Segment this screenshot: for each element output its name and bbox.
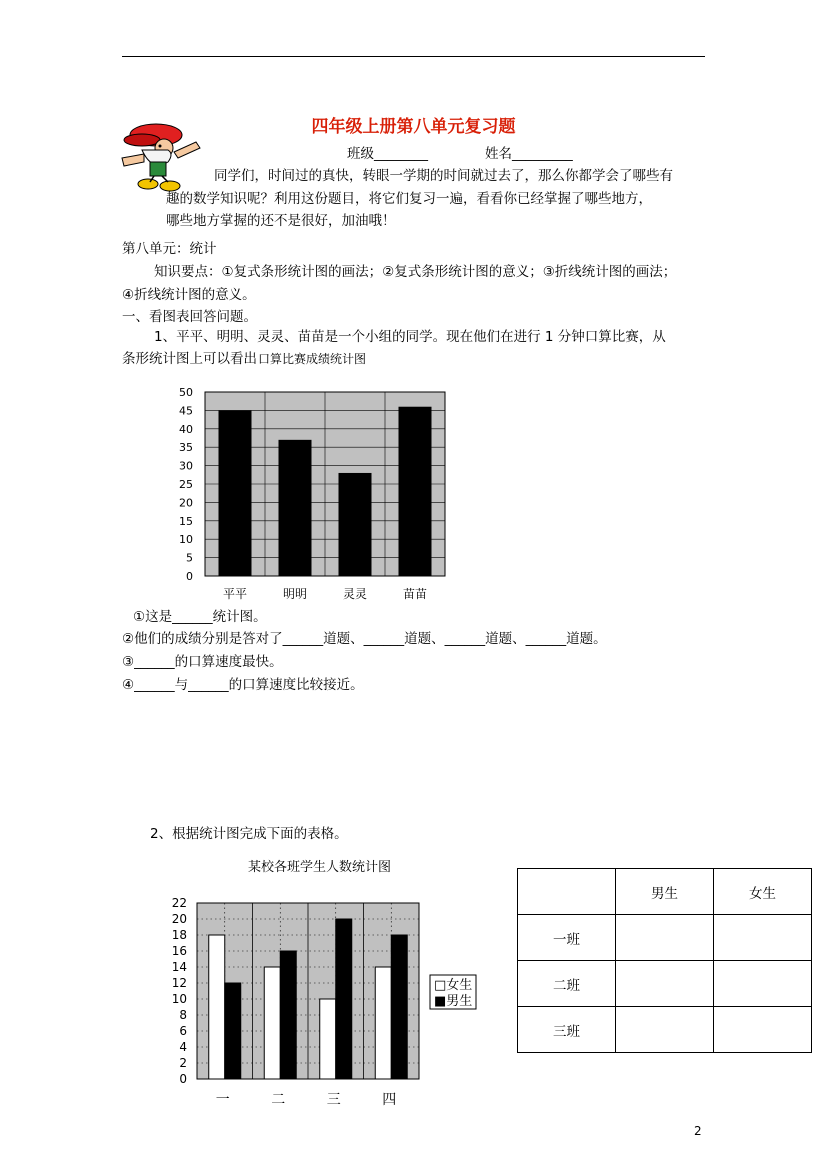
question-2-text: 2、根据统计图完成下面的表格。 [150,826,348,842]
y-tick-label: 2 [179,1056,187,1070]
y-tick-label: 0 [179,1072,187,1086]
y-tick-label: 14 [171,960,187,974]
y-tick-label: 15 [179,514,193,528]
table-header-cell: 女生 [714,869,812,915]
intro-line-1: 同学们，时间过的真快，转眼一学期的时间就过去了，那么你都学会了哪些有 [214,168,673,184]
table-header-cell [518,869,616,915]
class-label: 班级________ [347,146,428,162]
legend-entry: ■男生 [434,994,473,1009]
table-cell: 三班 [518,1007,616,1053]
y-tick-label: 18 [171,928,187,942]
bar-3 [339,473,372,576]
bar-female-2 [264,967,280,1079]
intro-line-2: 趣的数学知识呢？利用这份题目，将它们复习一遍，看看你已经掌握了哪些地方， [166,191,652,207]
table-row [518,1007,812,1053]
bar-female-3 [320,999,336,1079]
table-cell[interactable] [714,961,812,1007]
x-tick-label: 一 [215,1092,230,1108]
y-tick-label: 40 [179,422,193,436]
section-heading: 一、看图表回答问题。 [122,309,257,325]
x-tick-label: 二 [271,1092,286,1108]
bar-female-4 [375,967,391,1079]
knowledge-points-line-2: ④折线统计图的意义。 [122,287,256,303]
y-tick-label: 12 [171,976,187,990]
bar-female-1 [209,935,225,1079]
table-row [518,915,812,961]
bar-male-2 [280,951,296,1079]
table-cell[interactable] [616,1007,714,1053]
class-students-bar-chart [150,888,490,1108]
y-tick-label: 20 [179,496,193,510]
y-tick-label: 10 [171,992,187,1006]
table-cell[interactable] [714,1007,812,1053]
table-cell: 一班 [518,915,616,961]
sub-question-4: ④______与______的口算速度比较接近。 [122,677,364,693]
y-tick-label: 50 [179,386,193,399]
question-1-text-2: 条形统计图上可以看出 [122,351,257,367]
y-tick-label: 35 [179,441,193,455]
score-bar-chart [160,380,460,610]
legend-entry: □女生 [434,978,473,993]
y-tick-label: 5 [186,551,193,565]
y-tick-label: 6 [179,1024,187,1038]
y-tick-label: 22 [171,896,187,910]
y-tick-label: 16 [171,944,187,958]
x-tick-label: 四 [382,1092,397,1108]
chart-1-title: 口算比赛成绩统计图 [258,352,367,366]
y-tick-label: 8 [179,1008,187,1022]
sub-question-2: ②他们的成绩分别是答对了______道题、______道题、______道题、______道题。 [122,631,607,647]
table-header-cell: 男生 [616,869,714,915]
bar-4 [399,407,432,576]
x-tick-label: 三 [326,1092,341,1108]
y-tick-label: 20 [171,912,187,926]
x-tick-label: 平平 [222,587,248,601]
y-tick-label: 30 [179,459,193,473]
table-cell[interactable] [616,915,714,961]
unit-heading: 第八单元：统计 [122,241,217,257]
bar-1 [219,410,252,576]
sub-question-3: ③______的口算速度最快。 [122,654,283,670]
y-tick-label: 10 [179,533,193,547]
bar-male-1 [225,983,241,1079]
table-header-row [518,869,812,915]
page-number: 2 [694,1124,702,1138]
table-cell[interactable] [714,915,812,961]
bar-male-4 [391,935,407,1079]
page-title: 四年级上册第八单元复习题 [311,117,516,137]
table-row [518,961,812,1007]
table-cell: 二班 [518,961,616,1007]
table-cell[interactable] [616,961,714,1007]
name-label: 姓名_________ [485,146,573,162]
header-rule [122,56,705,57]
y-tick-label: 45 [179,404,193,418]
chart-2-title: 某校各班学生人数统计图 [248,860,392,875]
answer-table [517,868,812,1053]
x-tick-label: 苗苗 [402,587,428,601]
intro-line-3: 哪些地方掌握的还不是很好，加油哦！ [166,213,396,229]
bar-male-3 [336,919,352,1079]
knowledge-points-line-1: 知识要点：①复式条形统计图的画法；②复式条形统计图的意义；③折线统计图的画法； [154,264,677,280]
y-tick-label: 25 [179,478,193,491]
sub-question-1: ①这是______统计图。 [133,609,267,625]
y-tick-label: 4 [179,1040,187,1054]
bar-2 [279,440,312,576]
x-tick-label: 灵灵 [342,587,368,601]
question-1-text-1: 1、平平、明明、灵灵、苗苗是一个小组的同学。现在他们在进行 1 分钟口算比赛，从 [154,329,666,345]
x-tick-label: 明明 [282,587,308,601]
y-tick-label: 0 [186,570,193,583]
